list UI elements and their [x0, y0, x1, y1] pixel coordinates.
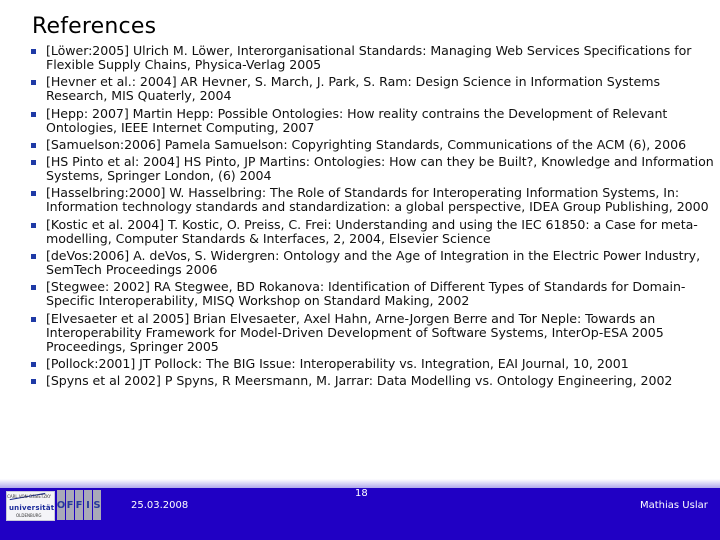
footer-author: Mathias Uslar: [640, 500, 708, 511]
reference-text: [Löwer:2005] Ulrich M. Löwer, Interorganisational Standards: Managing Web Services Specifications for Flexible Supply Chains, Physica-Verlag 2005: [46, 43, 692, 72]
logo-text-bottom: OLDENBURG: [16, 513, 42, 518]
reference-item: [31, 138, 720, 152]
reference-text: [Elvesaeter et al 2005] Brian Elvesaeter, Axel Hahn, Arne-Jorgen Berre and Tor Neple: Towards an Interoperability Framework for Model-Driven Development of Software Systems, InterOp-ESA 2005 Proceedings, Springer 2005: [46, 310, 664, 354]
offis-logo: [57, 490, 101, 520]
offis-letter: S: [93, 490, 101, 520]
bullet-icon: [31, 143, 36, 148]
reference-text: [Hasselbring:2000] W. Hasselbring: The Role of Standards for Interoperating Information Systems, In: Information technology standards and standardization: a global perspective, IDEA Group Publishing, 2000: [46, 185, 709, 215]
bullet-icon: [31, 254, 36, 259]
bullet-icon: [31, 160, 36, 165]
reference-item: [31, 249, 720, 277]
bullet-icon: [31, 317, 36, 322]
reference-item: [31, 155, 720, 183]
reference-list: [31, 44, 720, 392]
reference-text: [Hevner et al.: 2004] AR Hevner, S. March, J. Park, S. Ram: Design Science in Information Systems Research, MIS Quaterly, 2004: [46, 74, 660, 104]
bullet-icon: [31, 49, 36, 54]
bullet-icon: [31, 223, 36, 228]
footer-date: 25.03.2008: [131, 500, 189, 511]
reference-text: [Kostic et al. 2004] T. Kostic, O. Preiss, C. Frei: Understanding and using the IEC 61850: a Case for meta-modelling, Computer Standards & Interfaces, 2, 2004, Elsevier Science: [46, 216, 698, 246]
logo-text-main: universität: [9, 504, 55, 512]
reference-item: [31, 218, 720, 246]
reference-text: [Spyns et al 2002] P Spyns, R Meersmann, M. Jarrar: Data Modelling vs. Ontology Engineering, 2002: [46, 373, 673, 389]
reference-text: [Pollock:2001] JT Pollock: The BIG Issue: Interoperability vs. Integration, EAI Journal, 10, 2001: [46, 355, 629, 371]
offis-letter: F: [66, 490, 74, 520]
reference-item: [31, 186, 720, 214]
reference-text: [Samuelson:2006] Pamela Samuelson: Copyrighting Standards, Communications of the ACM (6), 2006: [46, 136, 687, 152]
reference-item: [31, 312, 720, 354]
page-number: 18: [355, 488, 368, 499]
reference-item: [31, 75, 720, 103]
reference-text: [Hepp: 2007] Martin Hepp: Possible Ontologies: How reality contrains the Development of Relevant Ontologies, IEEE Internet Computing, 2007: [46, 105, 668, 135]
bullet-icon: [31, 112, 36, 117]
reference-item: [31, 357, 720, 371]
reference-item: [31, 374, 720, 388]
reference-text: [HS Pinto et al: 2004] HS Pinto, JP Martins: Ontologies: How can they be Built?, Knowledge and Information Systems, Springer London, (6) 2004: [46, 154, 714, 184]
bullet-icon: [31, 379, 36, 384]
reference-item: [31, 280, 720, 308]
logo-text-top: CARL VON OSSIETZKY: [7, 494, 51, 499]
offis-letter: O: [57, 490, 65, 520]
bullet-icon: [31, 191, 36, 196]
reference-text: [deVos:2006] A. deVos, S. Widergren: Ontology and the Age of Integration in the Electric Power Industry, SemTech Proceedings 2006: [46, 248, 701, 278]
offis-letter: F: [75, 490, 83, 520]
offis-letter: I: [84, 490, 92, 520]
reference-item: [31, 44, 720, 72]
university-logo: [6, 491, 55, 521]
slide-title: References: [32, 14, 157, 39]
reference-text: [Stegwee: 2002] RA Stegwee, BD Rokanova: Identification of Different Types of Standards for Domain-Specific Interoperability, MISQ Workshop on Standard Making, 2002: [46, 279, 686, 309]
bullet-icon: [31, 362, 36, 367]
bullet-icon: [31, 80, 36, 85]
reference-item: [31, 107, 720, 135]
bullet-icon: [31, 285, 36, 290]
